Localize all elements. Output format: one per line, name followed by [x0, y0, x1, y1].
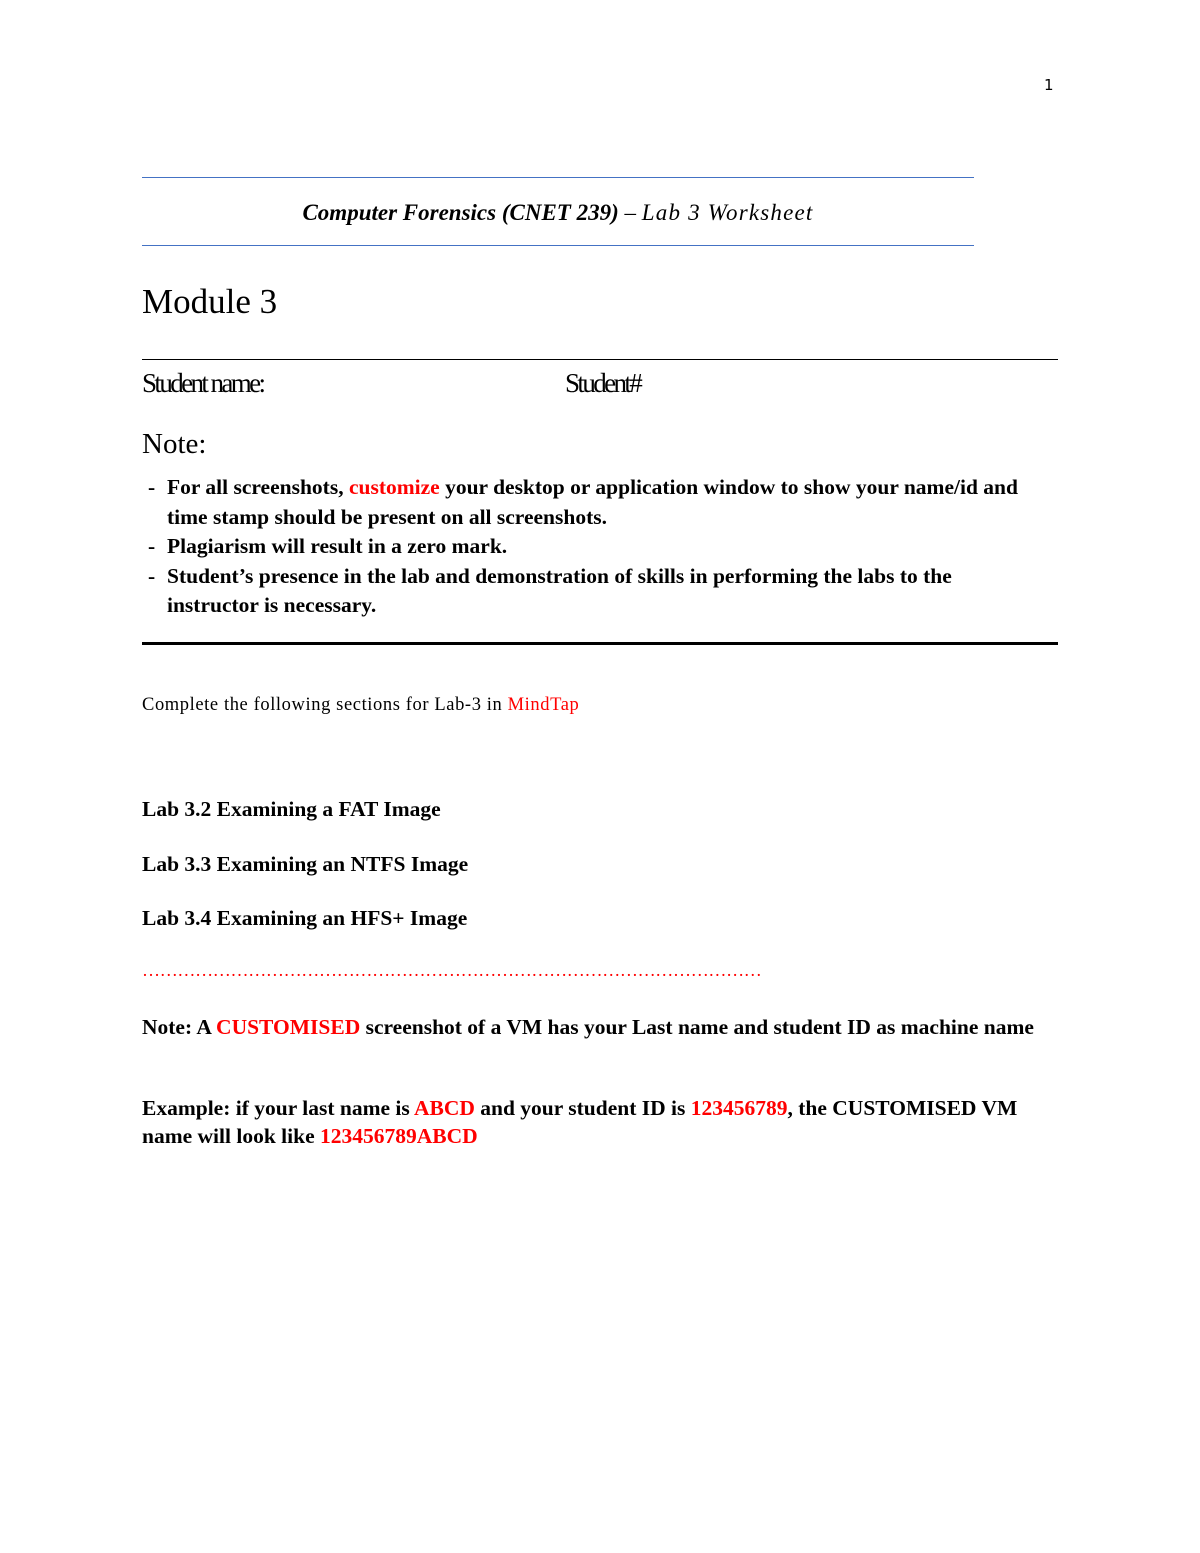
note-item: [148, 532, 1048, 562]
note-text: Student’s presence in the lab and demonstration of skills in performing the labs to the instructor is necessary.: [167, 563, 952, 617]
example-last-name: ABCD: [413, 1096, 475, 1120]
title-dash: –: [618, 200, 642, 225]
document-title: [142, 198, 974, 228]
notes-bottom-rule: [142, 642, 1058, 645]
module-heading: Module 3: [142, 282, 278, 321]
lab-item-3-2: Lab 3.2 Examining a FAT Image: [142, 797, 441, 821]
student-number-label: Student#: [565, 368, 641, 398]
note-text: For all screenshots,: [167, 475, 349, 499]
example-middle: and your student ID is: [474, 1096, 691, 1120]
example-result: 123456789ABCD: [319, 1124, 478, 1148]
note-item: [148, 473, 1048, 532]
note-bullet: -: [148, 563, 156, 588]
mindtap-link[interactable]: MindTap: [507, 695, 580, 715]
student-name-label: Student name:: [142, 368, 264, 398]
note-bullet: -: [148, 475, 156, 499]
course-title: Computer Forensics (CNET 239): [302, 200, 619, 225]
example-prefix: Example: if your last name is: [142, 1096, 414, 1120]
example-suffix: , the CUSTOMISED VM name will look like: [142, 1096, 1018, 1148]
lab-item-3-3: Lab 3.3 Examining an NTFS Image: [142, 852, 469, 876]
page-number: 1: [1044, 76, 1054, 94]
note-text: Plagiarism will result in a zero mark.: [167, 534, 508, 558]
worksheet-subtitle: Lab 3 Worksheet: [641, 200, 814, 225]
note-heading: Note:: [142, 428, 207, 460]
header-top-rule: [142, 177, 974, 178]
student-info-rule: [142, 359, 1058, 360]
header-bottom-rule: [142, 245, 974, 246]
dotted-separator: ……………………………………………………………………………………………: [142, 960, 762, 980]
instruction-line: [142, 692, 579, 718]
note-item: [148, 562, 1048, 621]
note-bullet: -: [148, 534, 156, 558]
customize-highlight: customize: [348, 475, 440, 499]
vm-note-suffix: screenshot of a VM has your Last name and student ID as machine name: [360, 1015, 1034, 1039]
vm-note-prefix: Note: A: [142, 1015, 217, 1039]
customised-highlight: CUSTOMISED: [216, 1015, 361, 1039]
notes-list: [148, 473, 1048, 621]
note-text: your desktop or application window to show your name/id and time stamp should be present on all screenshots.: [167, 475, 1018, 529]
lab-item-3-4: Lab 3.4 Examining an HFS+ Image: [142, 906, 468, 930]
example-paragraph: [142, 1094, 1060, 1150]
instruction-text: Complete the following sections for Lab-3 in: [142, 695, 508, 715]
example-student-id: 123456789: [690, 1096, 788, 1120]
vm-note-paragraph: [142, 1013, 1060, 1041]
